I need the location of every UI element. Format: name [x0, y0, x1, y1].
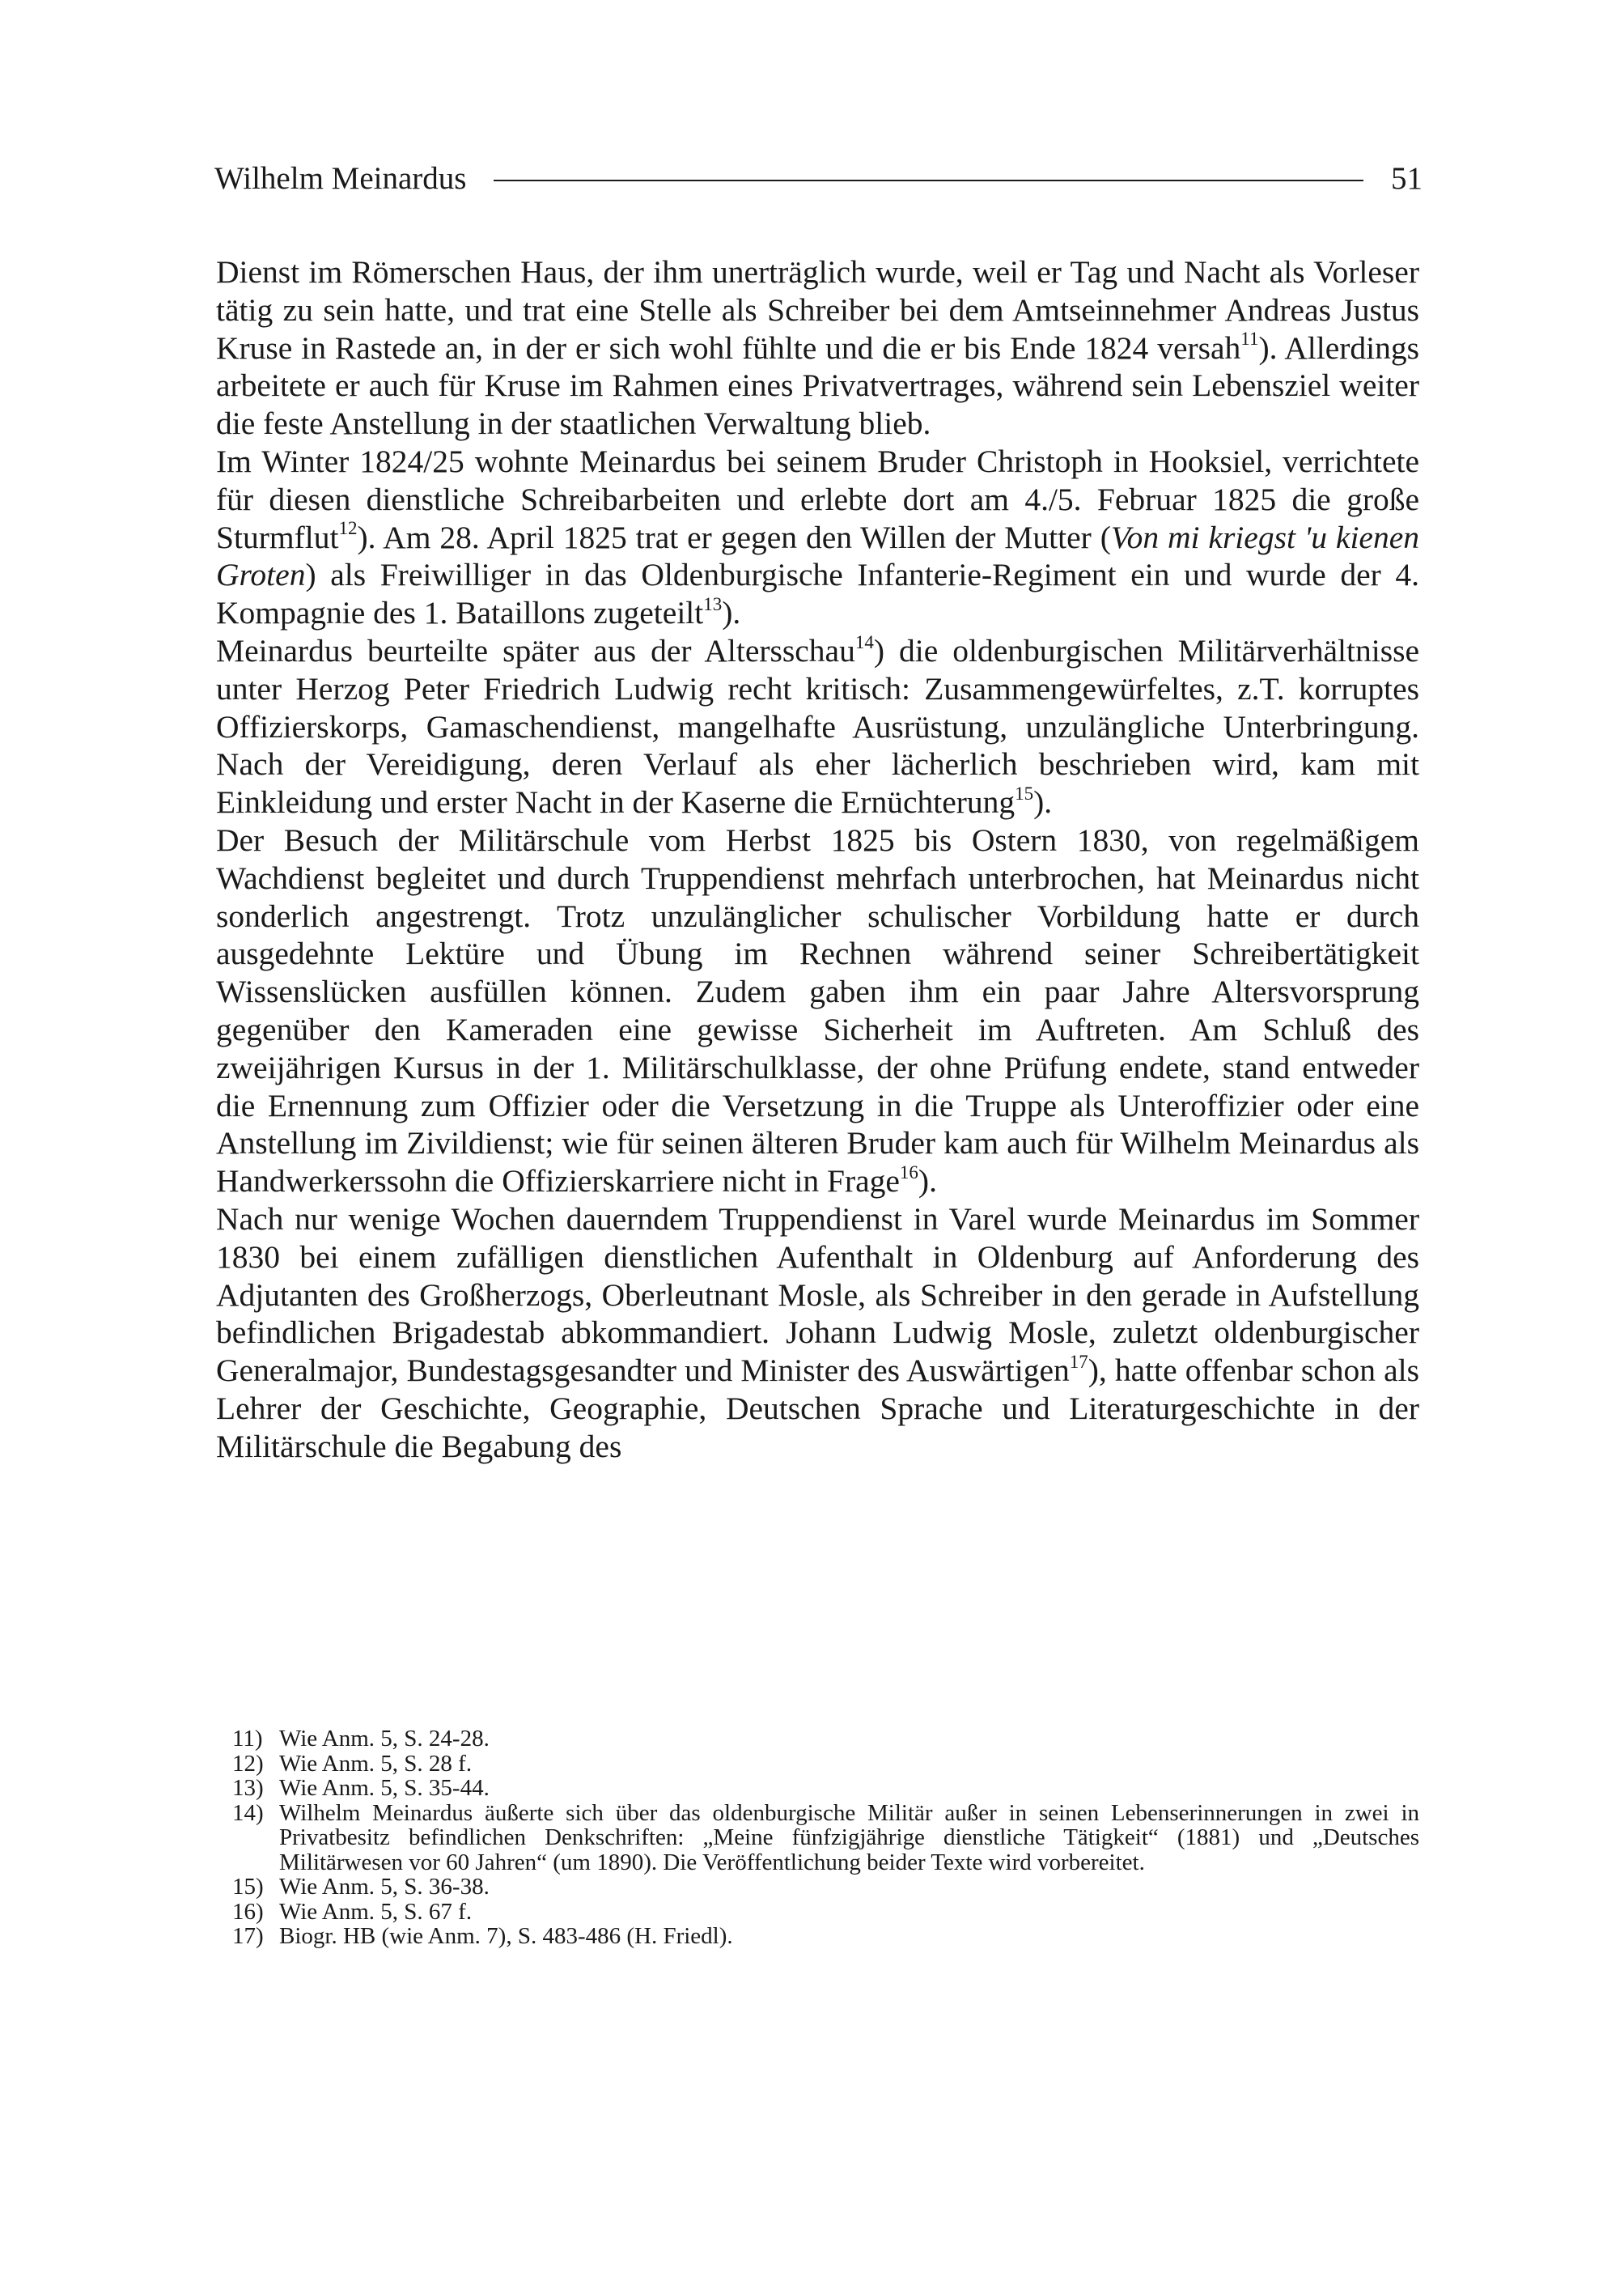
footnote-ref-12: 12: [338, 518, 358, 539]
footnote-text: Wie Anm. 5, S. 24-28.: [279, 1726, 490, 1752]
footnote-ref-13: 13: [703, 594, 723, 615]
footnote-16: [232, 1900, 1419, 1925]
paragraph-4: Der Besuch der Militärschule vom Herbst 1825 bis Ostern 1830, von regelmäßigem Wachdienst begleitet und durch Truppendienst mehrfach unterbrochen, hat Meinardus nicht sonderlich angestrengt. Trotz unzulänglicher schulischer Vorbildung hatte er durch ausgedehnte Lektüre und Übung im Rechnen während seiner Schreibertätigkeit Wissenslücken ausfüllen können. Zudem gaben ihm ein paar Jahre Altersvorsprung gegenüber den Kameraden eine gewisse Sicherheit im Auftreten. Am Schluß des zweijährigen Kursus in der 1. Militärschulklasse, der ohne Prüfung endete, stand entweder die Ernennung zum Offizier oder die Versetzung in die Truppe als Unteroffizier oder eine Anstellung im Zivildienst; wie für seinen älteren Bruder kam auch für Wilhelm Meinardus als Handwerkerssohn die Offizierskarriere nicht in Frage$^{16}$).: [216, 822, 1419, 1200]
footnote-ref-15: 15: [1015, 783, 1034, 804]
footnote-15: [232, 1875, 1419, 1900]
running-header: [214, 158, 1423, 198]
footnote-text: Wie Anm. 5, S. 35-44.: [279, 1775, 490, 1801]
footnote-number: 12): [232, 1750, 264, 1777]
footnote-number: 15): [232, 1874, 264, 1900]
footnote-text: Wie Anm. 5, S. 36-38.: [279, 1874, 490, 1900]
header-title: Wilhelm Meinardus: [214, 160, 467, 196]
footnote-14: [232, 1801, 1419, 1875]
footnote-text: Wie Anm. 5, S. 28 f.: [279, 1750, 473, 1777]
footnote-13: [232, 1776, 1419, 1801]
italic-quote: Von mi kriegst 'u kienen Groten: [216, 519, 1419, 593]
main-text: [216, 253, 1419, 1466]
paragraph-2: Im Winter 1824/25 wohnte Meinardus bei seinem Bruder Christoph in Hooksiel, verrichtete für diesen dienstliche Schreibarbeiten und erlebte dort am 4./5. Februar 1825 die große Sturmflut$^{12}$). Am 28. April 1825 trat er gegen den Willen der Mutter (Von mi kriegst 'u kienen Groten) als Freiwilliger in das Oldenburgische Infanterie-Regiment ein und wurde der 4. Kompagnie des 1. Bataillons zugeteilt$^{13}$).: [216, 443, 1419, 631]
page-number: 51: [1391, 160, 1423, 196]
footnote-text: Biogr. HB (wie Anm. 7), S. 483-486 (H. Friedl).: [279, 1923, 733, 1949]
footnote-number: 17): [232, 1923, 264, 1949]
paragraph-3: Meinardus beurteilte später aus der Altersschau$^{14}$) die oldenburgischen Militärverhältnisse unter Herzog Peter Friedrich Ludwig recht kritisch: Zusammengewürfeltes, z.T. korruptes Offizierskorps, Gamaschendienst, mangelhafte Ausrüstung, unzulängliche Unterbringung. Nach der Vereidigung, deren Verlauf als eher lächerlich beschrieben wird, kam mit Einkleidung und erster Nacht in der Kaserne die Ernüchterung$^{15}$).: [216, 631, 1419, 821]
footnote-text: Wie Anm. 5, S. 67 f.: [279, 1898, 473, 1925]
footnote-ref-17: 17: [1069, 1351, 1088, 1372]
footnotes: [232, 1726, 1419, 1949]
footnote-number: 16): [232, 1898, 264, 1925]
footnote-ref-14: 14: [854, 631, 874, 652]
footnote-11: [232, 1726, 1419, 1752]
header-rule: [494, 180, 1363, 181]
footnote-number: 14): [232, 1799, 264, 1826]
footnote-ref-16: 16: [899, 1161, 918, 1183]
footnote-12: [232, 1752, 1419, 1777]
footnote-text: Wilhelm Meinardus äußerte sich über das oldenburgische Militär außer in seinen Lebenserinnerungen in zwei in Privatbesitz befindlichen Denkschriften: „Meine fünfzigjährige dienstliche Tätigkeit“ (1881) und „Deutsches Militärwesen vor 60 Jahren“ (um 1890). Die Veröffentlichung beider Texte wird vorbereitet.: [279, 1799, 1419, 1875]
paragraph-1: Dienst im Römerschen Haus, der ihm unerträglich wurde, weil er Tag und Nacht als Vorleser tätig zu sein hatte, und trat eine Stelle als Schreiber bei dem Amtseinnehmer Andreas Justus Kruse in Rastede an, in der er sich wohl fühlte und die er bis Ende 1824 versah$^{11}$). Allerdings arbeitete er auch für Kruse im Rahmen eines Privatvertrages, während sein Lebensziel weiter die feste Anstellung in der staatlichen Verwaltung blieb.: [216, 254, 1419, 442]
footnote-number: 13): [232, 1775, 264, 1801]
footnote-number: 11): [232, 1726, 263, 1752]
footnote-ref-11: 11: [1240, 329, 1259, 350]
footnote-17: [232, 1924, 1419, 1949]
paragraph-5: Nach nur wenige Wochen dauerndem Truppendienst in Varel wurde Meinardus im Sommer 1830 bei einem zufälligen dienstlichen Aufenthalt in Oldenburg auf Anforderung des Adjutanten des Großherzogs, Oberleutnant Mosle, als Schreiber in den gerade in Aufstellung befindlichen Brigadestab abkommandiert. Johann Ludwig Mosle, zuletzt oldenburgischer Generalmajor, Bundestagsgesandter und Minister des Auswärtigen$^{17}$), hatte offenbar schon als Lehrer der Geschichte, Geographie, Deutschen Sprache und Literaturgeschichte in der Militärschule die Begabung des: [216, 1200, 1419, 1464]
